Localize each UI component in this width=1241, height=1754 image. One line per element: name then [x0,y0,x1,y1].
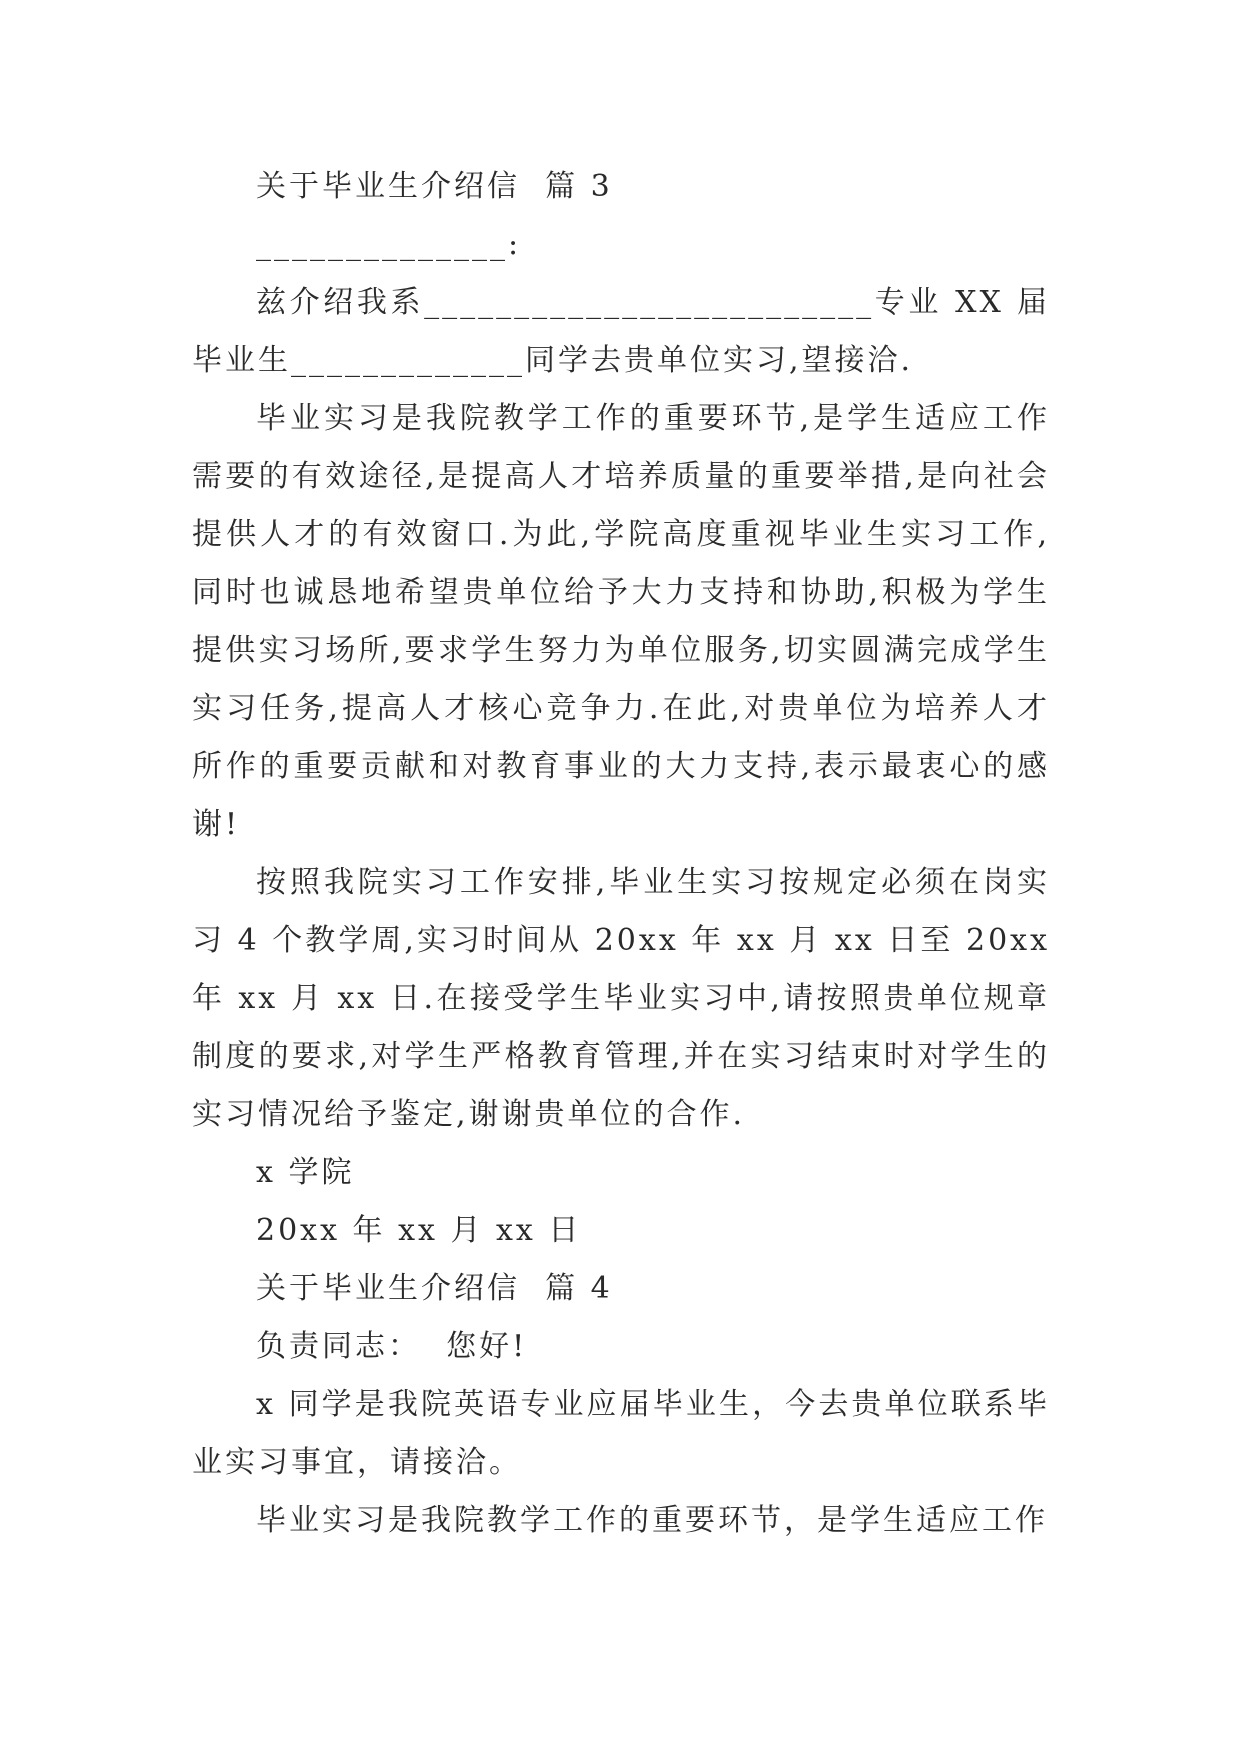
section-4-salutation: 负责同志： 您好! [256,1329,528,1364]
section-4-paragraph-1: x 同学是我院英语专业应届毕业生，今去贵单位联系毕业实习事宜，请接洽。 [192,1387,1050,1480]
section-3-date: 20xx 年 xx 月 xx 日 [256,1213,582,1248]
section-4-title: 关于毕业生介绍信 篇 4 [256,1271,613,1306]
section-3-title: 关于毕业生介绍信 篇 3 [256,169,613,204]
section-4-paragraph-2: 毕业实习是我院教学工作的重要环节，是学生适应工作 [256,1503,1048,1538]
section-3-signature: x 学院 [256,1155,355,1190]
section-3-intro: 兹介绍我系_________________________专业 XX 届毕业生_____________同学去贵单位实习,望接洽. [192,285,1050,378]
section-3-paragraph-2: 按照我院实习工作安排,毕业生实习按规定必须在岗实习 4 个教学周,实习时间从 20xx 年 xx 月 xx 日至 20xx 年 xx 月 xx 日.在接受学生毕业实习中,请按照贵单位规章制度的要求,对学生严格教育管理,并在实习结束时对学生的实习情况给予鉴定,谢谢贵单位的合作. [192,865,1050,1132]
section-3-salutation: ______________: [256,227,522,262]
section-3-paragraph-1: 毕业实习是我院教学工作的重要环节,是学生适应工作需要的有效途径,是提高人才培养质量的重要举措,是向社会提供人才的有效窗口.为此,学院高度重视毕业生实习工作,同时也诚恳地希望贵单位给予大力支持和协助,积极为学生提供实习场所,要求学生努力为单位服务,切实圆满完成学生实习任务,提高人才核心竞争力.在此,对贵单位为培养人才所作的重要贡献和对教育事业的大力支持,表示最衷心的感谢! [192,401,1050,842]
document-body [192,158,1050,1550]
